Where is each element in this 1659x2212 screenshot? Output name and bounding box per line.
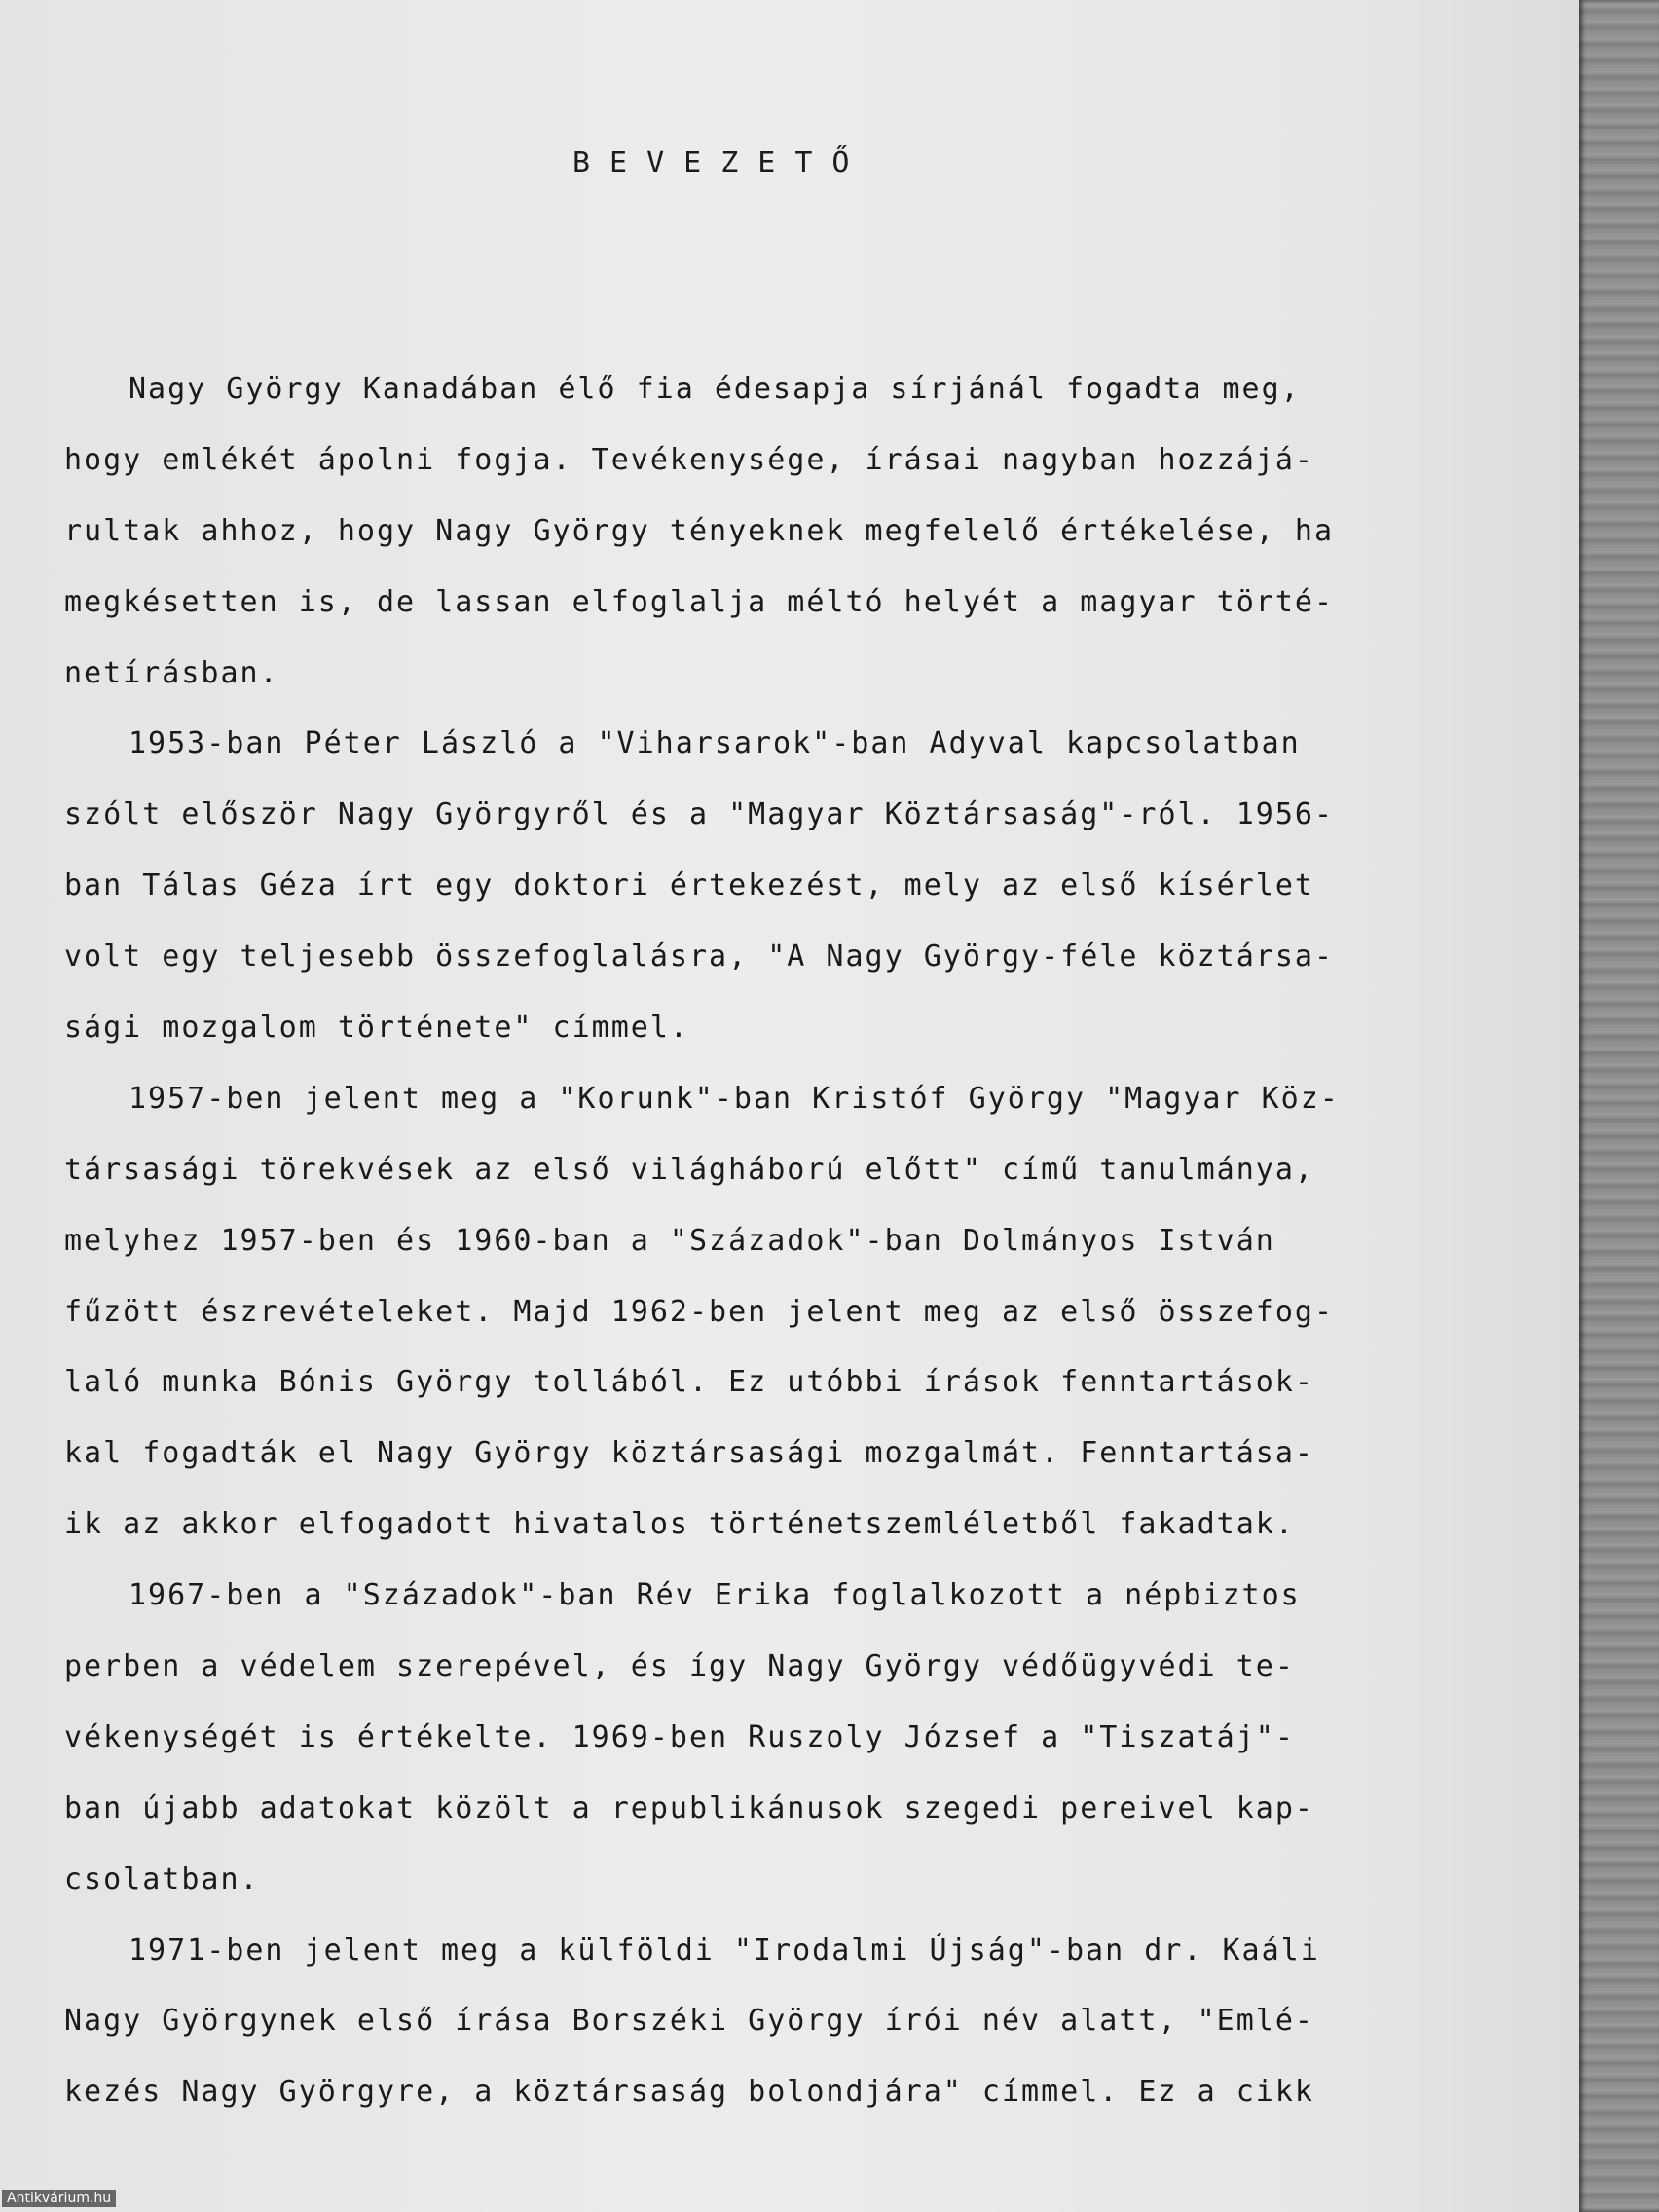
page-edge xyxy=(1579,0,1659,2212)
text-line: laló munka Bónis György tollából. Ez utóbbi írások fenntartások- xyxy=(64,1365,1314,1400)
text-line: 1967-ben a "Századok"-ban Rév Erika foglalkozott a népbiztos xyxy=(129,1578,1301,1613)
text-line: vékenységét is értékelte. 1969-ben Ruszoly József a "Tiszatáj"- xyxy=(64,1719,1295,1754)
text-line: 1953-ban Péter László a "Viharsarok"-ban Adyval kapcsolatban xyxy=(129,726,1301,761)
text-line: kezés Nagy Györgyre, a köztársaság bolondjára" címmel. Ez a cikk xyxy=(64,2075,1314,2110)
text-line: Nagy Györgynek első írása Borszéki György írói név alatt, "Emlé- xyxy=(64,2004,1314,2039)
body-text xyxy=(64,354,1525,2128)
text-line: ban Tálas Géza írt egy doktori értekezést, mely az első kísérlet xyxy=(64,868,1314,903)
text-line: melyhez 1957-ben és 1960-ban a "Századok"-ban Dolmányos István xyxy=(64,1223,1275,1258)
text-line: hogy emlékét ápolni fogja. Tevékenysége, írásai nagyban hozzájá- xyxy=(64,442,1314,477)
chapter-heading: BEVEZETŐ xyxy=(572,146,869,180)
text-line: sági mozgalom története" címmel. xyxy=(64,1011,689,1046)
text-line: csolatban. xyxy=(64,1862,260,1897)
text-line: fűzött észrevételeket. Majd 1962-ben jelent meg az első összefog- xyxy=(64,1294,1334,1329)
text-line: megkésetten is, de lassan elfoglalja méltó helyét a magyar törté- xyxy=(64,584,1334,619)
text-line: kal fogadták el Nagy György köztársasági mozgalmát. Fenntartása- xyxy=(64,1436,1314,1471)
text-line: 1957-ben jelent meg a "Korunk"-ban Kristóf György "Magyar Köz- xyxy=(129,1081,1340,1116)
text-line: rultak ahhoz, hogy Nagy György tényeknek megfelelő értékelése, ha xyxy=(64,513,1334,548)
text-line: volt egy teljesebb összefoglalásra, "A Nagy György-féle köztársa- xyxy=(64,940,1334,975)
text-line: 1971-ben jelent meg a külföldi "Irodalmi Újság"-ban dr. Kaáli xyxy=(129,1933,1320,1968)
text-line: Nagy György Kanadában élő fia édesapja sírjánál fogadta meg, xyxy=(129,372,1301,406)
text-line: szólt először Nagy Györgyről és a "Magyar Köztársaság"-ról. 1956- xyxy=(64,797,1334,832)
source-watermark: Antikvárium.hu xyxy=(2,2190,116,2207)
text-line: ban újabb adatokat közölt a republikánusok szegedi pereivel kap- xyxy=(64,1790,1314,1825)
text-line: ik az akkor elfogadott hivatalos történetszemléletből fakadtak. xyxy=(64,1507,1295,1542)
text-line: netírásban. xyxy=(64,655,279,690)
text-line: társasági törekvések az első világháború előtt" című tanulmánya, xyxy=(64,1152,1314,1187)
text-line: perben a védelem szerepével, és így Nagy György védőügyvédi te- xyxy=(64,1649,1295,1684)
